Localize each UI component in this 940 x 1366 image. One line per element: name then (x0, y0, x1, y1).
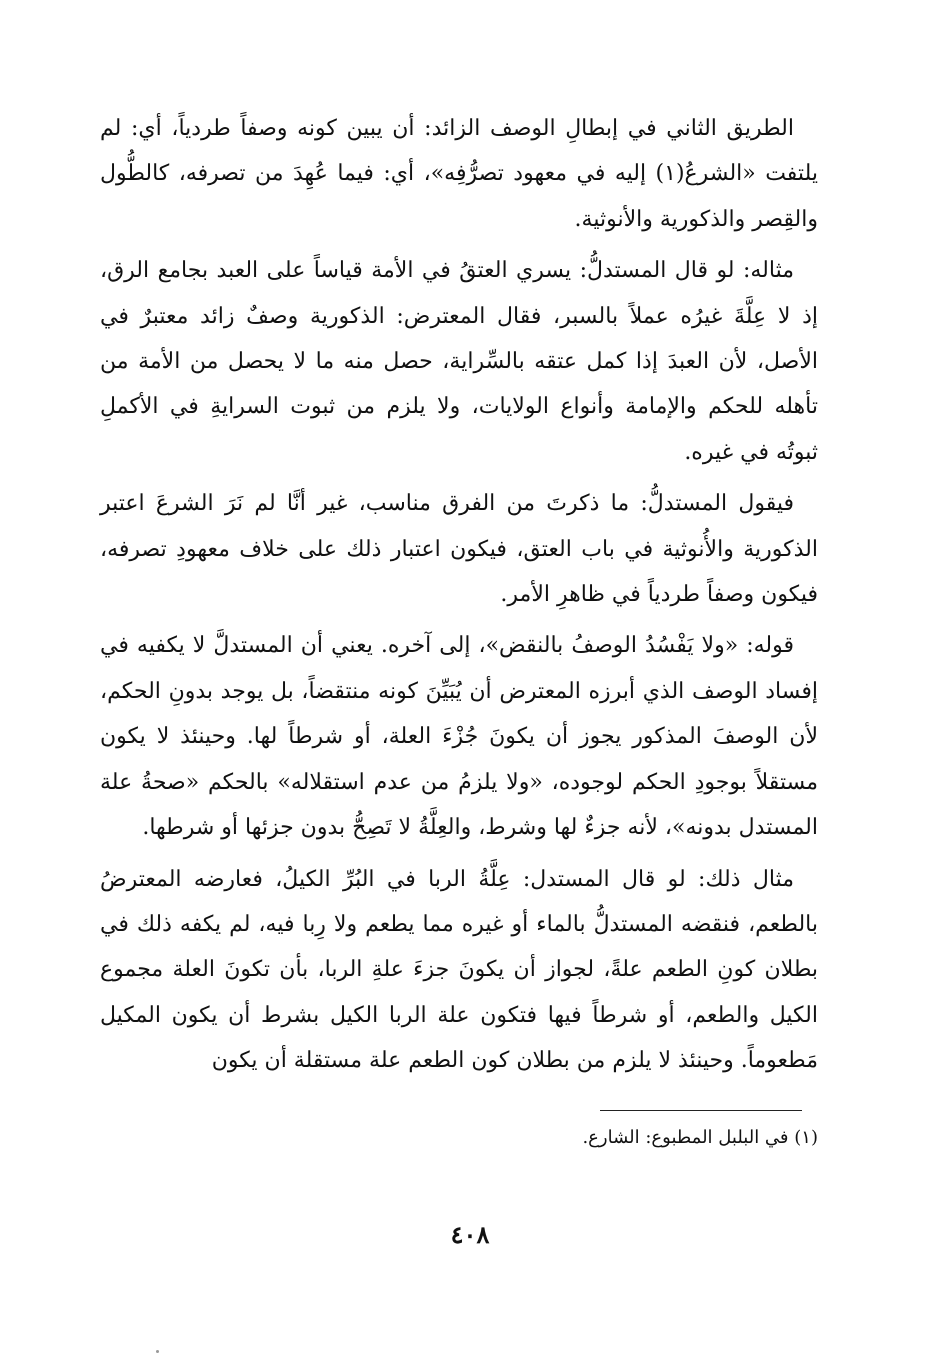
footnote: (١) في البلبل المطبوع: الشارع. (582, 1127, 818, 1148)
footnote-separator (600, 1110, 802, 1111)
paragraph-second-method: الطريق الثاني في إبطالِ الوصف الزائد: أن يبين كونه وصفاً طردياً، أي: لم يلتفت «الشرعُ(١) إليه في معهود تصرُّفِه»، أي: فيما عُهِدَ من تصرفه، كالطُّول والقِصر والذكورية والأنوثية. (100, 116, 818, 232)
paragraph-example-emancipation: مثاله: لو قال المستدلُّ: يسري العتقُ في الأمة قياساً على العبد بجامع الرق، إذ لا عِلَّةَ غيرُه عملاً بالسبر، فقال المعترض: الذكورية وصفٌ زائد معتبرٌ في الأصل، لأن العبدَ إذا كمل عتقه بالسِّراية، حصل منه ما لا يحصل من الأمة من تأهله للحكم والإمامة وأنواع الولايات، ولا يلزم من ثبوت السرايةِ في الأكملِ ثبوتُه في غيره. (100, 258, 818, 465)
main-text (100, 106, 818, 1090)
page-number: ٤٠٨ (450, 1220, 490, 1249)
paragraph-mustadill-response: فيقول المستدلُّ: ما ذكرتَ من الفرق مناسب، غير أنَّا لم نَرَ الشرعَ اعتبر الذكورية والأُنوثية في باب العتق، فيكون اعتبار ذلك على خلاف معهودِ تصرفه، فيكون وصفاً طردياً في ظاهرِ الأمر. (100, 491, 818, 608)
paragraph-riba-example: مثال ذلك: لو قال المستدل: عِلَّةُ الربا في البُرِّ الكيلُ، فعارضه المعترضُ بالطعم، فنقضه المستدلُّ بالماء أو غيره مما يطعم ولا رِبا فيه، لم يكفه ذلك في بطلان كونِ الطعم علةً، لجواز أن يكونَ جزءَ علةِ الربا، بأن تكونَ العلة مجموع الكيل والطعم، أو شرطاً فيها فتكون علة الربا الكيل بشرط أن يكون المكيل مَطعوماً. وحينئذ لا يلزم من بطلان كون الطعم علة مستقلة أن يكون (100, 866, 818, 1074)
scan-speck (156, 1350, 159, 1353)
paragraph-naqd-explanation: قوله: «ولا يَفْسُدُ الوصفُ بالنقض»، إلى آخره. يعني أن المستدلَّ لا يكفيه في إفساد الوصف الذي أبرزه المعترض أن يُبَيِّنَ كونه منتقضاً، بل يوجد بدونِ الحكم، لأن الوصفَ المذكور يجوز أن يكونَ جُزْءَ العلة، أو شرطاً لها. وحينئذ لا يكون مستقلاً بوجودِ الحكم لوجوده، «ولا يلزمُ من عدم استقلاله» بالحكم «صحةُ علة المستدل بدونه»، لأنه جزءٌ لها وشرط، والعِلَّةُ لا تَصِحُّ بدون جزئها أو شرطها. (100, 633, 818, 841)
